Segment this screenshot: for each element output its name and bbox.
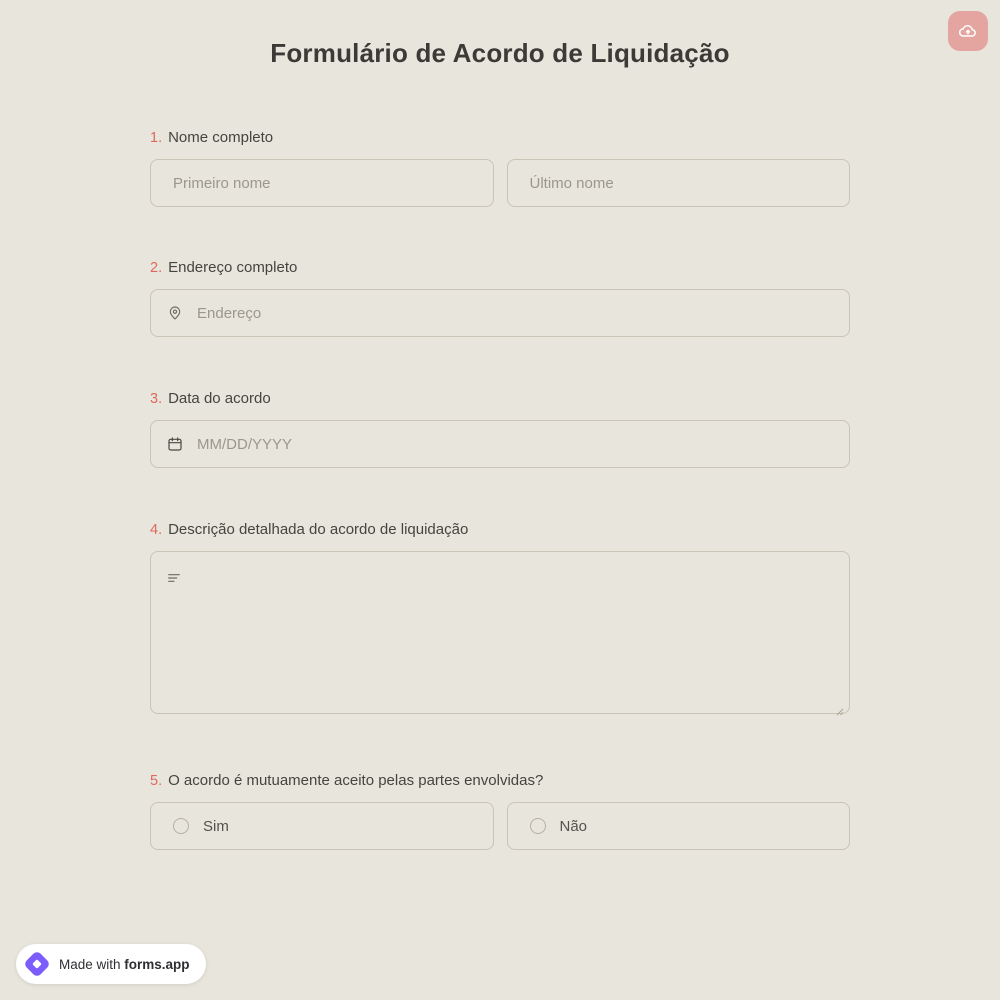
- formsapp-logo-icon: [25, 952, 49, 976]
- description-textarea[interactable]: [150, 551, 850, 714]
- question-5-number: 5.: [150, 773, 163, 789]
- made-with-badge[interactable]: [16, 944, 206, 984]
- cloud-upload-button[interactable]: [948, 11, 988, 51]
- question-2-text: Endereço completo: [168, 259, 298, 276]
- question-4-label: [150, 521, 850, 538]
- question-5: [150, 772, 850, 850]
- option-nao[interactable]: [507, 802, 851, 850]
- option-nao-label: Não: [559, 817, 588, 835]
- question-3-number: 3.: [150, 391, 163, 407]
- option-sim-label: Sim: [203, 817, 229, 835]
- question-1-text: Nome completo: [168, 129, 274, 146]
- form-body: [150, 69, 850, 850]
- question-2-label: [150, 259, 850, 276]
- page-title: Formulário de Acordo de Liquidação: [270, 38, 730, 68]
- date-input[interactable]: [150, 420, 850, 468]
- last-name-input[interactable]: [507, 159, 851, 207]
- question-2-number: 2.: [150, 260, 163, 276]
- radio-circle-icon: [173, 818, 189, 834]
- question-4-text: Descrição detalhada do acordo de liquidação: [168, 521, 469, 538]
- question-5-text: O acordo é mutuamente aceito pelas partes envolvidas?: [168, 772, 544, 789]
- option-sim[interactable]: [150, 802, 494, 850]
- question-5-label: [150, 772, 850, 789]
- question-3-label: [150, 390, 850, 407]
- cloud-upload-icon: [958, 21, 978, 41]
- question-4-number: 4.: [150, 522, 163, 538]
- question-4: [150, 521, 850, 719]
- last-name-field: [507, 159, 851, 207]
- question-1: [150, 129, 850, 207]
- badge-label: [59, 957, 190, 972]
- question-3: [150, 390, 850, 468]
- address-input[interactable]: [150, 289, 850, 337]
- badge-brand: forms.app: [124, 956, 190, 972]
- question-3-text: Data do acordo: [168, 390, 271, 407]
- question-1-number: 1.: [150, 130, 163, 146]
- first-name-field: [150, 159, 494, 207]
- badge-prefix: Made with: [59, 956, 125, 972]
- description-field: [150, 551, 850, 719]
- radio-circle-icon: [530, 818, 546, 834]
- address-field: [150, 289, 850, 337]
- question-1-label: [150, 129, 850, 146]
- question-2: [150, 259, 850, 337]
- first-name-input[interactable]: [150, 159, 494, 207]
- date-field: [150, 420, 850, 468]
